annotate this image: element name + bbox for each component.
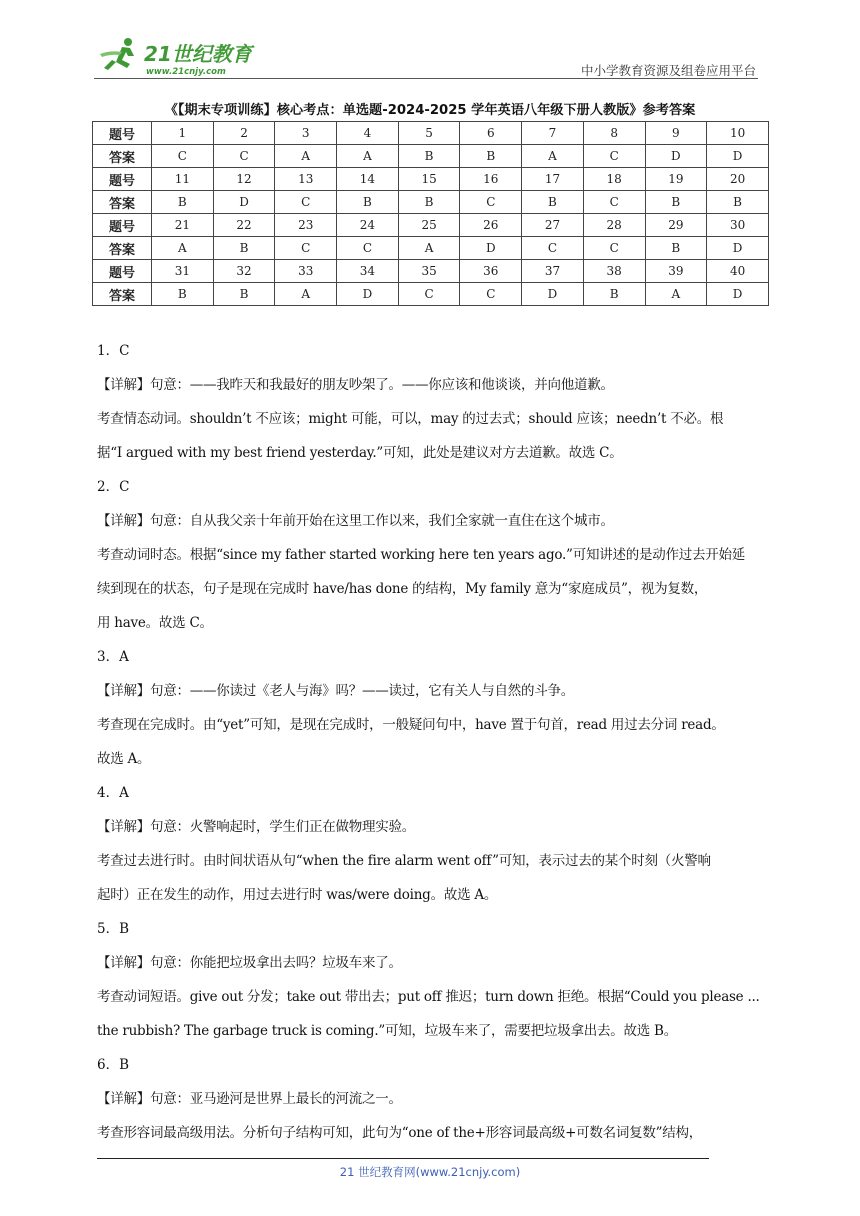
explanation-line: 考查情态动词。shouldn’t 不应该；might 可能，可以，may 的过去式；should 应该；needn’t 不必。根 (97, 411, 724, 427)
question-number-cell: 24 (337, 214, 399, 237)
question-number-cell: 33 (275, 260, 337, 283)
question-heading: 2．C (97, 479, 130, 495)
question-number-cell: 38 (583, 260, 645, 283)
row-label: 题号 (93, 214, 152, 237)
question-number-cell: 27 (522, 214, 584, 237)
answer-cell: B (583, 283, 645, 306)
explanation-line: 考查现在完成时。由“yet”可知，是现在完成时，一般疑问句中，have 置于句首，read 用过去分词 read。 (97, 717, 725, 733)
question-number-cell: 40 (707, 260, 769, 283)
logo-url-text: www.21cnjy.com (146, 67, 226, 77)
question-number-row (93, 214, 769, 237)
answer-cell: B (398, 191, 460, 214)
question-number-cell: 34 (337, 260, 399, 283)
question-number-cell: 2 (213, 122, 275, 145)
explanation-line: 用 have。故选 C。 (97, 615, 213, 631)
explanation-line: 考查动词时态。根据“since my father started working here ten years ago.”可知讲述的是动作过去开始延 (97, 547, 745, 563)
answer-cell: B (152, 191, 214, 214)
answer-cell: B (213, 283, 275, 306)
question-number-cell: 18 (583, 168, 645, 191)
logo-main-text: 21世纪教育 (144, 42, 252, 66)
answer-cell: D (645, 145, 707, 168)
explanation-line: 考查过去进行时。由时间状语从句“when the fire alarm went off”可知，表示过去的某个时刻（火警响 (97, 853, 711, 869)
question-number-cell: 23 (275, 214, 337, 237)
page-header (0, 0, 860, 80)
answer-cell: C (460, 283, 522, 306)
answer-cell: C (460, 191, 522, 214)
question-number-cell: 19 (645, 168, 707, 191)
footer-text: 21 世纪教育网(www.21cnjy.com) (339, 1165, 521, 1179)
question-number-cell: 36 (460, 260, 522, 283)
question-number-cell: 35 (398, 260, 460, 283)
answer-row (93, 237, 769, 260)
explanation-line: 起时）正在发生的动作，用过去进行时 was/were doing。故选 A。 (97, 887, 498, 903)
answer-cell: B (645, 191, 707, 214)
document-title: 《【期末专项训练】核心考点：单选题-2024-2025 学年英语八年级下册人教版》参考答案 (164, 103, 696, 118)
explanation-line: 【详解】句意：——我昨天和我最好的朋友吵架了。——你应该和他谈谈，并向他道歉。 (97, 377, 614, 393)
explanation-line: 考查形容词最高级用法。分析句子结构可知，此句为“one of the+形容词最高级+可数名词复数”结构， (97, 1125, 703, 1141)
runner-icon (100, 38, 134, 70)
answer-cell: B (645, 237, 707, 260)
question-number-cell: 31 (152, 260, 214, 283)
answer-cell: A (152, 237, 214, 260)
answer-row (93, 191, 769, 214)
question-number-cell: 8 (583, 122, 645, 145)
answer-cell: A (337, 145, 399, 168)
answer-cell: D (707, 283, 769, 306)
question-number-row (93, 122, 769, 145)
question-number-cell: 9 (645, 122, 707, 145)
question-number-cell: 21 (152, 214, 214, 237)
row-label: 答案 (93, 283, 152, 306)
answer-cell: B (152, 283, 214, 306)
answer-cell: C (522, 237, 584, 260)
answer-cell: C (583, 145, 645, 168)
question-number-cell: 10 (707, 122, 769, 145)
question-number-cell: 12 (213, 168, 275, 191)
explanation-line: 【详解】句意：——你读过《老人与海》吗？——读过，它有关人与自然的斗争。 (97, 683, 574, 699)
answer-cell: A (398, 237, 460, 260)
answer-cell: C (213, 145, 275, 168)
question-number-cell: 25 (398, 214, 460, 237)
answer-table (92, 121, 769, 306)
answer-cell: A (645, 283, 707, 306)
answer-cell: B (213, 237, 275, 260)
answer-cell: C (152, 145, 214, 168)
question-number-cell: 16 (460, 168, 522, 191)
answer-cell: B (398, 145, 460, 168)
explanation-line: the rubbish? The garbage truck is coming.”可知，垃圾车来了，需要把垃圾拿出去。故选 B。 (97, 1023, 677, 1039)
answer-cell: A (275, 283, 337, 306)
question-number-row (93, 168, 769, 191)
question-number-row (93, 260, 769, 283)
question-number-cell: 32 (213, 260, 275, 283)
question-heading: 1．C (97, 343, 130, 359)
answer-cell: C (275, 191, 337, 214)
answer-row (93, 145, 769, 168)
answer-cell: B (522, 191, 584, 214)
row-label: 答案 (93, 237, 152, 260)
question-number-cell: 7 (522, 122, 584, 145)
answer-cell: C (583, 237, 645, 260)
explanation-line: 故选 A。 (97, 751, 151, 767)
answer-cell: D (337, 283, 399, 306)
question-heading: 3．A (97, 649, 129, 665)
explanations (97, 334, 763, 1150)
explanation-line: 【详解】句意：自从我父亲十年前开始在这里工作以来，我们全家就一直住在这个城市。 (97, 513, 614, 529)
question-number-cell: 30 (707, 214, 769, 237)
question-number-cell: 3 (275, 122, 337, 145)
logo-21cnjy (94, 34, 264, 78)
question-number-cell: 37 (522, 260, 584, 283)
explanation-line: 【详解】句意：你能把垃圾拿出去吗？垃圾车来了。 (97, 955, 402, 971)
answer-cell: B (707, 191, 769, 214)
explanation-line: 续到现在的状态，句子是现在完成时 have/has done 的结构，My family 意为“家庭成员”，视为复数， (97, 581, 708, 597)
question-number-cell: 29 (645, 214, 707, 237)
header-divider (94, 78, 758, 79)
question-number-cell: 14 (337, 168, 399, 191)
row-label: 题号 (93, 260, 152, 283)
question-number-cell: 15 (398, 168, 460, 191)
answer-cell: B (460, 145, 522, 168)
answer-row (93, 283, 769, 306)
question-heading: 5．B (97, 921, 130, 937)
answer-cell: D (522, 283, 584, 306)
explanation-line: 据“I argued with my best friend yesterday.”可知，此处是建议对方去道歉。故选 C。 (97, 445, 623, 461)
question-number-cell: 28 (583, 214, 645, 237)
question-number-cell: 5 (398, 122, 460, 145)
answer-cell: C (398, 283, 460, 306)
question-number-cell: 13 (275, 168, 337, 191)
question-number-cell: 20 (707, 168, 769, 191)
site-name: 中小学教育资源及组卷应用平台 (580, 63, 756, 78)
answer-cell: A (275, 145, 337, 168)
question-number-cell: 22 (213, 214, 275, 237)
answer-cell: D (707, 237, 769, 260)
explanation-line: 【详解】句意：亚马逊河是世界上最长的河流之一。 (97, 1091, 402, 1107)
row-label: 答案 (93, 191, 152, 214)
footer-divider (97, 1158, 709, 1159)
row-label: 答案 (93, 145, 152, 168)
question-number-cell: 11 (152, 168, 214, 191)
question-number-cell: 6 (460, 122, 522, 145)
answer-cell: D (460, 237, 522, 260)
question-number-cell: 26 (460, 214, 522, 237)
explanation-line: 【详解】句意：火警响起时，学生们正在做物理实验。 (97, 819, 415, 835)
explanation-line: 考查动词短语。give out 分发；take out 带出去；put off 推迟；turn down 拒绝。根据“Could you please ... (97, 989, 760, 1005)
answer-cell: D (707, 145, 769, 168)
answer-cell: D (213, 191, 275, 214)
answer-cell: B (337, 191, 399, 214)
question-number-cell: 1 (152, 122, 214, 145)
question-number-cell: 4 (337, 122, 399, 145)
row-label: 题号 (93, 122, 152, 145)
answer-cell: C (275, 237, 337, 260)
answer-cell: C (583, 191, 645, 214)
answer-cell: A (522, 145, 584, 168)
question-number-cell: 39 (645, 260, 707, 283)
question-heading: 6．B (97, 1057, 130, 1073)
row-label: 题号 (93, 168, 152, 191)
answer-cell: C (337, 237, 399, 260)
question-number-cell: 17 (522, 168, 584, 191)
question-heading: 4．A (97, 785, 129, 801)
